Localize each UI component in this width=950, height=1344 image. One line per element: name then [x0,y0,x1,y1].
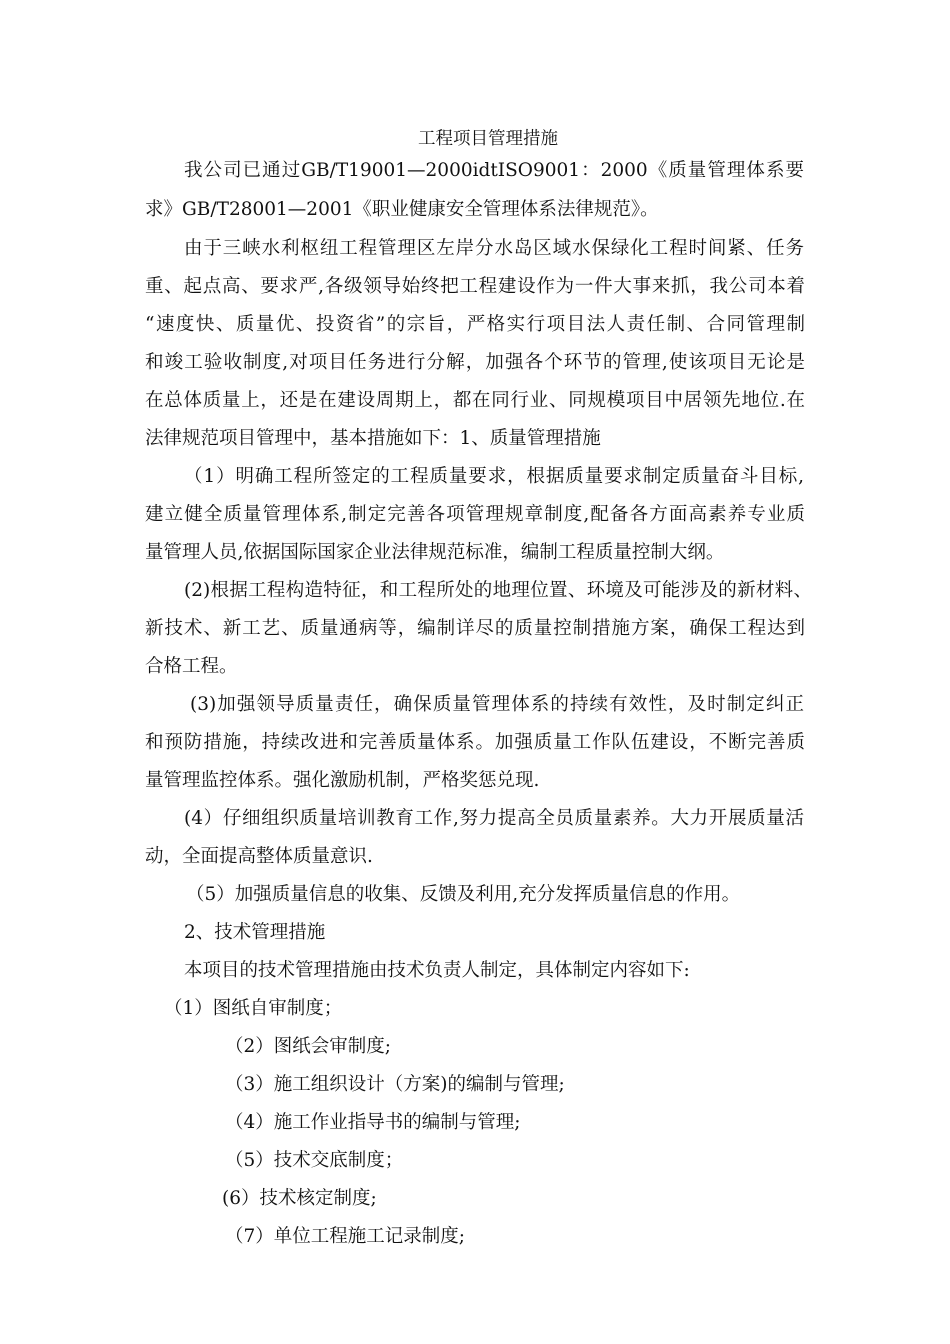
paragraph-line: 建立健全质量管理体系,制定完善各项管理规章制度,配备各方面高素养专业质 [145,504,805,525]
paragraph-line: 动，全面提高整体质量意识. [145,846,373,867]
paragraph-line: 求》GB/T28001—2001《职业健康安全管理体系法律规范》。 [145,199,659,220]
paragraph-line: (4）仔细组织质量培训教育工作,努力提高全员质量素养。大力开展质量活 [184,808,804,829]
paragraph-line: 在总体质量上，还是在建设周期上，都在同行业、同规模项目中居领先地位.在 [145,390,805,411]
list-item: （4）施工作业指导书的编制与管理; [225,1112,521,1133]
page-title: 工程项目管理措施 [418,129,558,149]
paragraph-line: (3)加强领导质量责任，确保质量管理体系的持续有效性，及时制定纠正 [190,694,804,715]
list-item: （2）图纸会审制度; [225,1036,392,1057]
paragraph-line: 本项目的技术管理措施由技术负责人制定，具体制定内容如下: [184,960,690,981]
paragraph-line: 合格工程。 [145,656,238,677]
paragraph-line: 由于三峡水利枢纽工程管理区左岸分水岛区域水保绿化工程时间紧、任务 [184,238,804,259]
paragraph-line: 法律规范项目管理中，基本措施如下：1、质量管理措施 [145,428,601,449]
list-item: （5）技术交底制度； [225,1150,404,1171]
paragraph-line: 量管理监控体系。强化激励机制，严格奖惩兑现. [145,770,540,791]
paragraph-line: 我公司已通过GB/T19001—2000idtISO9001：2000《质量管理体系要 [184,160,804,181]
list-item: （7）单位工程施工记录制度; [225,1226,466,1247]
paragraph-line: “速度快、质量优、投资省”的宗旨，严格实行项目法人责任制、合同管理制 [145,314,805,335]
paragraph-line: 量管理人员,依据国际国家企业法律规范标准，编制工程质量控制大纲。 [145,542,725,563]
paragraph-line: 和竣工验收制度,对项目任务进行分解，加强各个环节的管理,使该项目无论是 [145,352,805,373]
list-item: (6）技术核定制度; [222,1188,377,1209]
paragraph-line: 新技术、新工艺、质量通病等，编制详尽的质量控制措施方案，确保工程达到 [145,618,805,639]
list-item: （3）施工组织设计（方案)的编制与管理; [225,1074,565,1095]
paragraph-line: 重、起点高、要求严,各级领导始终把工程建设作为一件大事来抓，我公司本着 [145,276,805,297]
paragraph-line: （1）明确工程所签定的工程质量要求，根据质量要求制定质量奋斗目标, [184,466,804,487]
paragraph-line: 和预防措施，持续改进和完善质量体系。加强质量工作队伍建设，不断完善质 [145,732,805,753]
section-heading: 2、技术管理措施 [184,922,326,943]
paragraph-line: (2)根据工程构造特征，和工程所处的地理位置、环境及可能涉及的新材料、 [184,580,812,601]
list-item: （1）图纸自审制度； [164,998,343,1019]
paragraph-line: （5）加强质量信息的收集、反馈及利用,充分发挥质量信息的作用。 [186,884,741,905]
